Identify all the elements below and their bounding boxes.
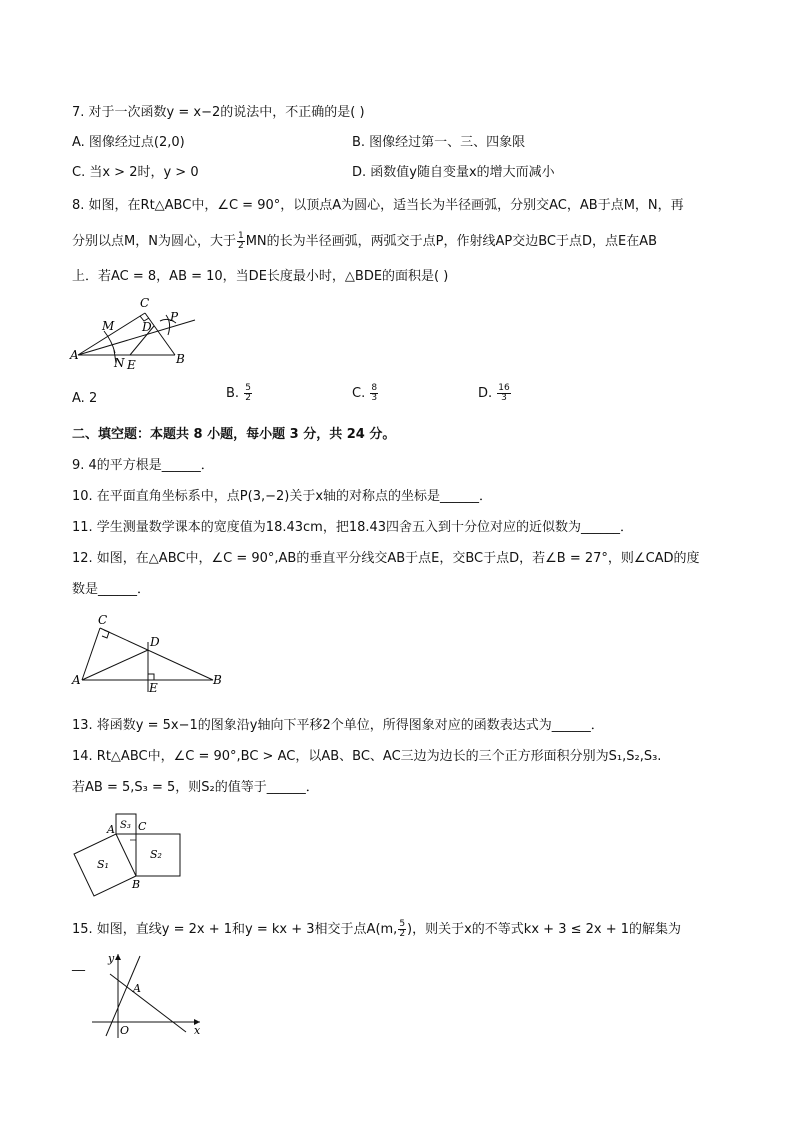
label-b: B <box>132 878 141 891</box>
question-8-option-d <box>478 384 512 403</box>
option-fraction <box>497 384 510 403</box>
label-b: B <box>176 352 185 366</box>
question-15-line-1-start: 15. 如图，直线y = 2x + 1和y = kx + 3相交于点A(m, <box>72 922 398 937</box>
label-c: C <box>140 296 150 310</box>
question-15-line-1 <box>72 920 681 939</box>
label-o: O <box>120 1024 130 1037</box>
question-15-line-2: __ <box>72 957 85 972</box>
question-8-line-3: 上．若AC = 8，AB = 10，当DE长度最小时，△BDE的面积是( ) <box>72 269 449 284</box>
question-14-figure <box>70 810 190 895</box>
label-b: B <box>213 673 222 687</box>
label-m: M <box>102 319 115 333</box>
fraction-denominator: 3 <box>501 393 507 403</box>
option-prefix: D. <box>478 386 497 401</box>
question-14-line-2: 若AB = 5,S₃ = 5，则S₂的值等于______． <box>72 780 319 795</box>
question-8-line-2 <box>72 232 657 251</box>
fraction-numerator: 16 <box>498 383 510 393</box>
label-s3: S₃ <box>120 820 131 831</box>
question-15-figure <box>88 948 208 1040</box>
fraction-numerator: 1 <box>237 231 244 241</box>
option-prefix: B. <box>226 386 244 401</box>
question-7-option-c: C. 当x > 2时，y > 0 <box>72 165 199 180</box>
fraction-denominator: 2 <box>399 929 406 939</box>
one-half-fraction <box>237 232 245 251</box>
section-2-heading: 二、填空题：本题共 8 小题，每小题 3 分，共 24 分。 <box>72 427 396 442</box>
fraction-numerator: 5 <box>245 383 251 393</box>
label-x: x <box>194 1024 201 1037</box>
label-e: E <box>127 358 136 372</box>
question-8-option-b <box>226 384 253 403</box>
label-p: P <box>170 310 179 324</box>
question-12-figure <box>70 612 230 694</box>
label-c: C <box>138 820 147 833</box>
option-value: 2 <box>88 391 98 406</box>
label-d: D <box>150 635 160 649</box>
label-s1: S₁ <box>97 858 109 871</box>
label-a: A <box>107 823 115 836</box>
option-fraction <box>370 384 378 403</box>
fraction-denominator: 3 <box>371 393 378 403</box>
label-a: A <box>70 348 79 362</box>
question-7-option-a: A. 图像经过点(2,0) <box>72 135 185 150</box>
option-prefix: A. <box>72 391 89 406</box>
question-13: 13. 将函数y = 5x−1的图象沿y轴向下平移2个单位，所得图象对应的函数表达式为______． <box>72 718 604 733</box>
question-7-stem: 7. 对于一次函数y = x−2的说法中，不正确的是( ) <box>72 105 365 120</box>
question-8-option-c <box>352 384 379 403</box>
fraction-denominator: 2 <box>237 241 244 251</box>
question-8-option-a <box>72 390 97 408</box>
question-7-option-b: B. 图像经过第一、三、四象限 <box>352 135 526 150</box>
five-halves-fraction <box>398 920 406 939</box>
question-10: 10. 在平面直角坐标系中，点P(3,−2)关于x轴的对称点的坐标是______． <box>72 489 493 504</box>
question-11: 11. 学生测量数学课本的宽度值为18.43cm，把18.43四舍五入到十分位对应的近似数为______． <box>72 520 634 535</box>
question-12-line-1: 12. 如图，在△ABC中，∠C = 90°,AB的垂直平分线交AB于点E，交BC于点D，若∠B = 27°，则∠CAD的度 <box>72 551 700 566</box>
question-8-line-2-end: MN的长为半径画弧，两弧交于点P，作射线AP交边BC于点D，点E在AB <box>245 234 658 249</box>
question-8-line-1: 8. 如图，在Rt△ABC中，∠C = 90°，以顶点A为圆心，适当长为半径画弧，分别交AC，AB于点M，N，再 <box>72 198 684 213</box>
question-8-line-2-start: 分别以点M，N为圆心，大于 <box>72 234 236 249</box>
label-a: A <box>72 673 81 687</box>
label-y: y <box>108 952 115 965</box>
option-fraction <box>244 384 252 403</box>
fraction-denominator: 2 <box>245 393 251 403</box>
question-14-line-1: 14. Rt△ABC中，∠C = 90°,BC > AC，以AB、BC、AC三边为边长的三个正方形面积分别为S₁,S₂,S₃. <box>72 749 662 764</box>
question-8-figure <box>70 293 210 375</box>
question-9: 9. 4的平方根是______． <box>72 458 214 473</box>
fraction-numerator: 5 <box>399 919 406 929</box>
question-12-line-2: 数是______． <box>72 582 151 597</box>
label-s2: S₂ <box>150 848 162 861</box>
option-prefix: C. <box>352 386 370 401</box>
label-d: D <box>142 320 152 334</box>
fraction-numerator: 8 <box>371 383 378 393</box>
question-15-line-1-end: )，则关于x的不等式kx + 3 ≤ 2x + 1的解集为 <box>407 922 682 937</box>
label-a: A <box>133 982 141 995</box>
label-c: C <box>98 613 108 627</box>
label-n: N <box>114 356 125 370</box>
question-7-option-d: D. 函数值y随自变量x的增大而减小 <box>352 165 555 180</box>
label-e: E <box>149 681 158 695</box>
